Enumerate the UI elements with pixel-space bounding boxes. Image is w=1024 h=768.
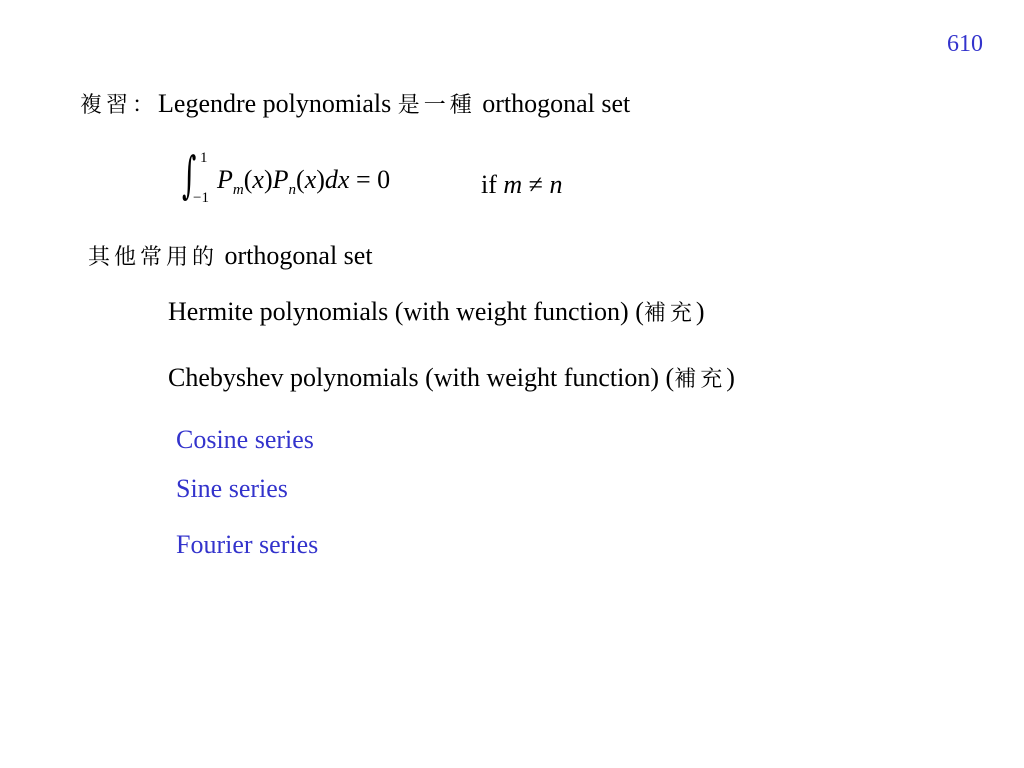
integrand — [217, 165, 391, 198]
open-paren-2: ( — [296, 165, 305, 194]
hermite-text: Hermite polynomials (with weight function) ( — [168, 297, 644, 326]
fourier-series: Fourier series — [176, 530, 319, 559]
orthogonality-formula — [180, 146, 500, 214]
review-line — [80, 88, 630, 119]
sine-series: Sine series — [176, 474, 288, 503]
chebyshev-supplement: 補充 — [674, 367, 727, 392]
formula-condition — [481, 170, 562, 200]
close-paren-2: ) — [316, 165, 325, 194]
hermite-supplement: 補充 — [643, 301, 696, 326]
subscript-m: m — [232, 182, 244, 198]
integral-lower-limit: −1 — [193, 190, 209, 206]
x-symbol-1: x — [252, 165, 264, 194]
other-cjk: 其他常用的 — [88, 245, 219, 270]
equals-sign: = — [349, 165, 378, 194]
integral-upper-limit: 1 — [200, 150, 208, 166]
chebyshev-item — [168, 362, 735, 393]
condition-if: if — [481, 170, 504, 199]
other-orthogonal-heading — [88, 240, 373, 271]
review-text-b: orthogonal set — [475, 89, 631, 118]
p-symbol-1: P — [217, 165, 233, 194]
condition-not-equal: ≠ — [522, 170, 550, 199]
review-cjk-mid: 是一種 — [397, 93, 476, 118]
chebyshev-close: ) — [726, 363, 735, 392]
hermite-close: ) — [695, 297, 705, 326]
review-text-a: Legendre polynomials — [158, 89, 398, 118]
open-paren-1: ( — [243, 165, 253, 194]
zero-value: 0 — [377, 165, 391, 194]
page-number: 610 — [947, 31, 983, 57]
other-text: orthogonal set — [218, 241, 373, 270]
hermite-item — [168, 296, 705, 327]
condition-m: m — [503, 170, 523, 199]
review-prefix: 複習： — [80, 93, 159, 118]
p-symbol-2: P — [272, 165, 289, 194]
chebyshev-text: Chebyshev polynomials (with weight function) ( — [168, 363, 675, 392]
subscript-n: n — [288, 182, 297, 198]
x-symbol-2: x — [304, 165, 317, 194]
dx-symbol: dx — [324, 165, 350, 194]
cosine-series: Cosine series — [176, 425, 314, 454]
integral-sign: ∫ — [182, 146, 197, 204]
condition-n: n — [549, 170, 563, 199]
close-paren-1: ) — [263, 165, 273, 194]
